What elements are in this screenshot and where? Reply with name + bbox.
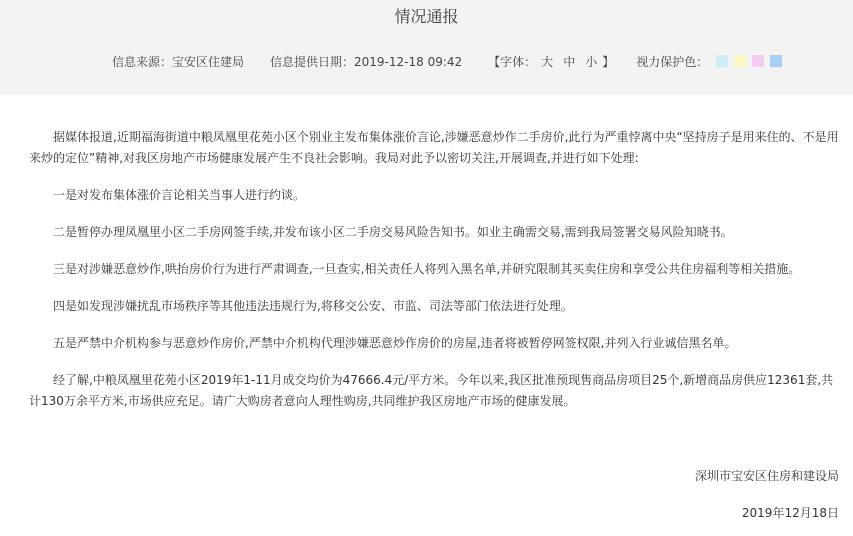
swatch-pink[interactable] <box>752 55 764 67</box>
notice-body <box>0 95 853 536</box>
paragraph-item-1: 一是对发布集体涨价言论相关当事人进行约谈。 <box>53 188 306 202</box>
eye-protect-swatches <box>716 55 788 67</box>
font-size-control <box>488 53 614 70</box>
paragraph-item-2: 二是暂停办理凤凰里小区二手房网签手续,并发布该小区二手房交易风险告知书。如业主确需交易,需到我局签署交易风险知晓书。 <box>53 225 733 239</box>
font-small-button[interactable]: 小 <box>585 54 598 69</box>
swatch-cyan[interactable] <box>716 55 728 67</box>
page-title: 情况通报 <box>394 7 459 26</box>
info-bar <box>112 53 788 69</box>
paragraph-item-5: 五是严禁中介机构参与恶意炒作房价,严禁中介机构代理涉嫌恶意炒作房价的房屋,违者将被暂停网签权限,并列入行业诚信黑名单。 <box>53 336 737 350</box>
swatch-blue[interactable] <box>770 55 782 67</box>
signature-issuer: 深圳市宝安区住房和建设局 <box>694 469 839 483</box>
notice-header <box>0 0 853 95</box>
info-date: 信息提供日期：2019-12-18 09:42 <box>270 54 463 69</box>
paragraph-intro: 据媒体报道,近期福海街道中粮凤凰里花苑小区个别业主发布集体涨价言论,涉嫌恶意炒作二手房价,此行为严重悖离中央“坚持房子是用来住的、不是用来炒的定位”精神,对我区房地产市场健康发展产生不良社会影响。我局对此予以密切关注,开展调查,并进行如下处理: <box>29 130 839 165</box>
paragraph-item-3: 三是对涉嫌恶意炒作,哄抬房价行为进行严肃调查,一旦查实,相关责任人将列入黑名单,并研究限制其买卖住房和享受公共住房福利等相关措施。 <box>53 262 801 276</box>
font-label: 【字体： <box>488 54 537 69</box>
signature-date: 2019年12月18日 <box>741 506 839 520</box>
font-large-button[interactable]: 大 <box>541 54 554 69</box>
eye-protect-label: 视力保护色： <box>636 54 709 69</box>
swatch-yellow[interactable] <box>734 55 746 67</box>
info-source: 信息来源：宝安区住建局 <box>112 54 245 69</box>
paragraph-summary: 经了解,中粮凤凰里花苑小区2019年1-11月成交均价为47666.4元/平方米。今年以来,我区批准预现售商品房项目25个,新增商品房供应12361套,共计130万余平方米,市场供应充足。请广大购房者意向人理性购房,共同维护我区房地产市场的健康发展。 <box>29 373 834 408</box>
paragraph-item-4: 四是如发现涉嫌扰乱市场秩序等其他违法违规行为,将移交公安、市监、司法等部门依法进行处理。 <box>53 299 573 313</box>
font-medium-button[interactable]: 中 <box>563 54 576 69</box>
font-label-close: 】 <box>602 54 615 69</box>
